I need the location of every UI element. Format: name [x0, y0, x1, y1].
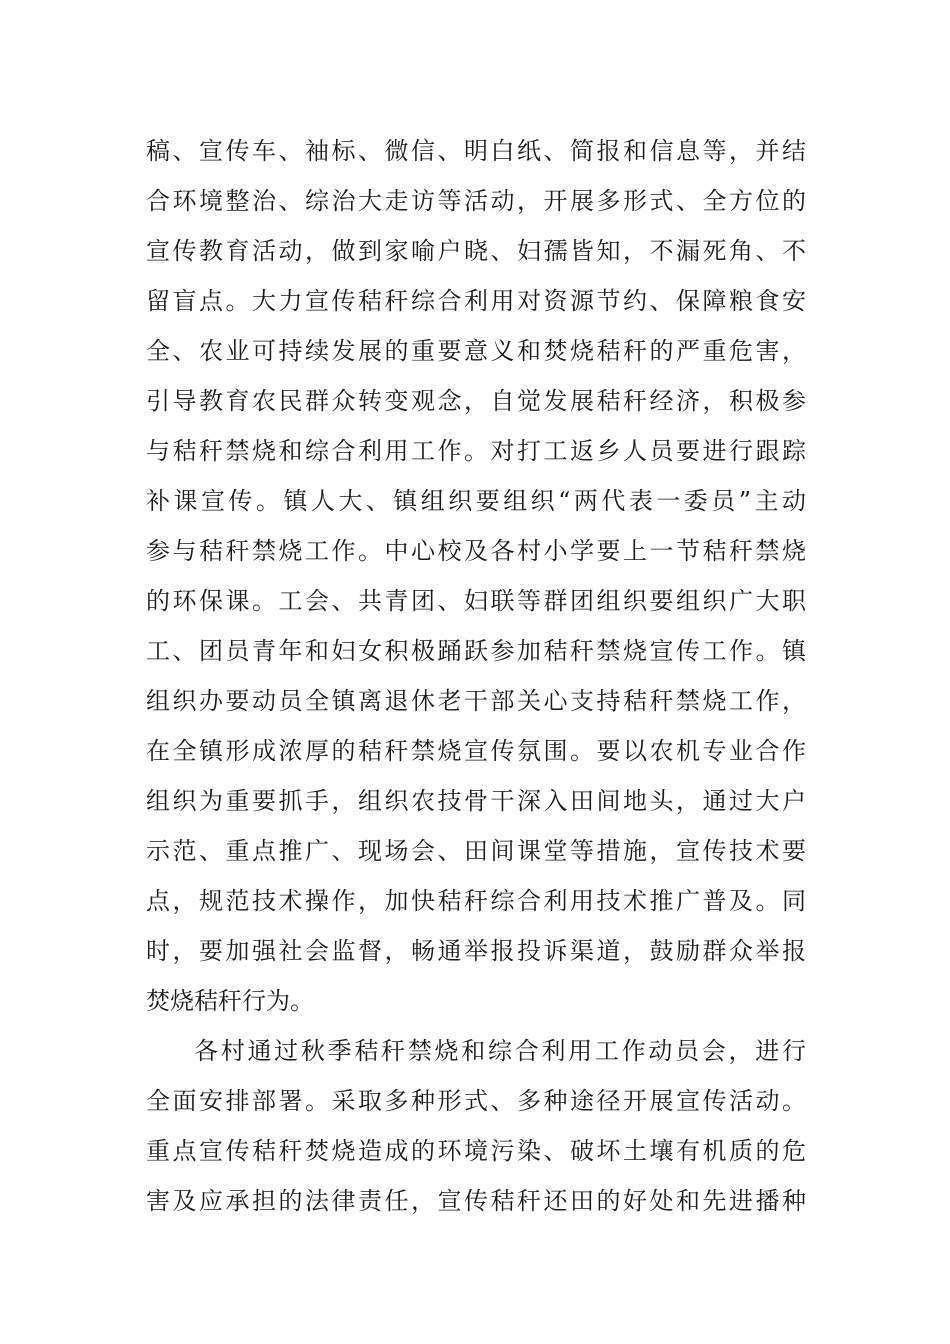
text-line: 组织办要动员全镇离退休老干部关心支持秸秆禁烧工作， — [146, 687, 806, 715]
text-line: 害及应承担的法律责任，宣传秸秆还田的好处和先进播种 — [146, 1187, 806, 1215]
body-text — [146, 126, 806, 1226]
text-line: 合环境整治、综治大走访等活动，开展多形式、全方位的 — [146, 187, 806, 215]
text-line: 的环保课。工会、共青团、妇联等群团组织要组织广大职 — [146, 587, 806, 615]
text-line: 各村通过秋季秸秆禁烧和综合利用工作动员会，进行 — [194, 1037, 806, 1065]
text-line: 组织为重要抓手，组织农技骨干深入田间地头，通过大户 — [146, 787, 806, 815]
text-line: 与秸秆禁烧和综合利用工作。对打工返乡人员要进行跟踪 — [146, 437, 806, 465]
text-line: 引导教育农民群众转变观念，自觉发展秸秆经济，积极参 — [146, 387, 806, 415]
text-line: 宣传教育活动，做到家喻户晓、妇孺皆知，不漏死角、不 — [146, 237, 806, 265]
text-line: 稿、宣传车、袖标、微信、明白纸、简报和信息等，并结 — [146, 137, 806, 165]
text-line: 参与秸秆禁烧工作。中心校及各村小学要上一节秸秆禁烧 — [146, 537, 806, 565]
text-line: 在全镇形成浓厚的秸秆禁烧宣传氛围。要以农机专业合作 — [146, 737, 806, 765]
text-line: 工、团员青年和妇女积极踊跃参加秸秆禁烧宣传工作。镇 — [146, 637, 806, 665]
paragraph-1 — [146, 126, 806, 1026]
text-line: 全、农业可持续发展的重要意义和焚烧秸秆的严重危害， — [146, 337, 806, 365]
text-line: 全面安排部署。采取多种形式、多种途径开展宣传活动。 — [146, 1087, 806, 1115]
text-line: 示范、重点推广、现场会、田间课堂等措施，宣传技术要 — [146, 837, 806, 865]
text-line: 补课宣传。镇人大、镇组织要组织“两代表一委员”主动 — [146, 487, 806, 515]
text-line: 重点宣传秸秆焚烧造成的环境污染、破坏土壤有机质的危 — [146, 1137, 806, 1165]
paragraph-2 — [146, 1026, 806, 1226]
text-line: 留盲点。大力宣传秸秆综合利用对资源节约、保障粮食安 — [146, 287, 806, 315]
text-line: 点，规范技术操作，加快秸秆综合利用技术推广普及。同 — [146, 887, 806, 915]
text-line: 焚烧秸秆行为。 — [146, 987, 314, 1015]
text-line: 时，要加强社会监督，畅通举报投诉渠道，鼓励群众举报 — [146, 937, 806, 965]
